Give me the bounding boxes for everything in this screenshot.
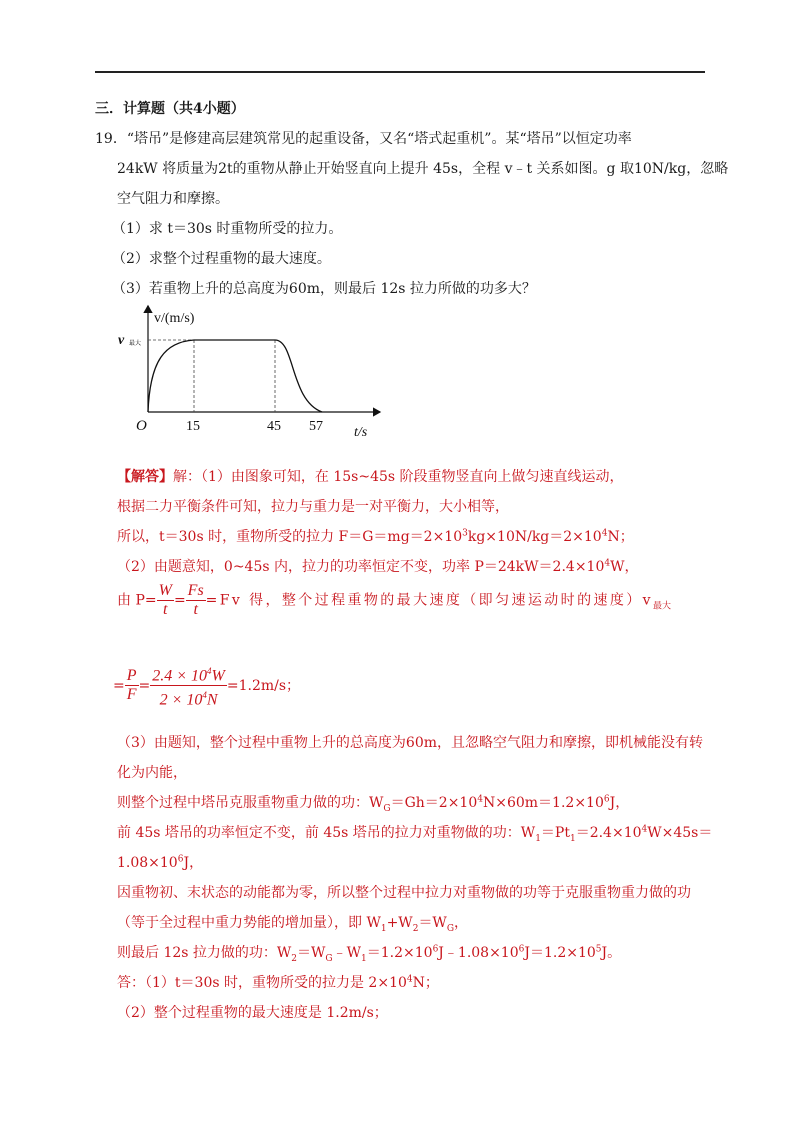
answer-line2: （2）整个过程重物的最大速度是 1.2m/s；	[117, 1005, 388, 1021]
solution-line8: 化为内能，	[117, 765, 187, 781]
solution-line5: 由 P= $\frac{W}{t}$ = $\frac{Fs}{t}$ =Fv 得，整个过程重物的最大速度（即匀速运动时的速度）$v_{最大}$	[117, 582, 671, 618]
solution-line4: （2）由题意知，0~45s 内，拉力的功率恒定不变，功率 $P=24kW=2.4\times 10^4W$，	[117, 558, 639, 575]
fraction-numeric: $\frac{2.4 \times 10^4W}{2 \times 10^4N}$	[150, 662, 227, 710]
fraction-fs-over-t: $\frac{Fs}{t}$	[187, 582, 204, 618]
question-1: （1）求 t＝30s 时重物所受的拉力。	[112, 221, 343, 237]
y-axis-label: v/(m/s)	[154, 311, 195, 326]
problem-stem-line1: 19．“塔吊”是修建高层建筑常见的起重设备，又名“塔式起重机”。某“塔吊”以恒定功率	[95, 131, 632, 147]
x-tick-15: 15	[186, 419, 200, 434]
solution-line6: = $\frac{P}{F}$ = $\frac{2.4 \times 10^4W}{2 \times 10^4N}$ =1.2m/s；	[113, 662, 300, 710]
answer-line1: 答：（1）t＝30s 时，重物所受的拉力是 $2\times 10^4N$；	[117, 974, 439, 991]
fraction-w-over-t: $\frac{W}{t}$	[158, 582, 172, 618]
solution-line1: 【解答】解：（1）由图象可知，在 15s~45s 阶段重物竖直向上做匀速直线运动，	[117, 469, 624, 485]
v-sub: 最大	[129, 341, 142, 347]
solution-line11: $1.08\times 10^6J$，	[117, 854, 204, 871]
problem-stem-line3: 空气阻力和摩擦。	[117, 191, 229, 207]
header-rule	[95, 71, 705, 73]
solution-line9: 则整个过程中塔吊克服重物重力做的功：$W_G=Gh=2\times 10^4N\times 60m=1.2\times 10^6J$，	[117, 794, 630, 814]
solution-line3: 所以，t＝30s 时，重物所受的拉力 $F=G=mg=2\times 10^3kg\times 10N/kg=2\times 10^4N$；	[117, 528, 634, 545]
solution-line14: 则最后 12s 拉力做的功：$W_2=W_G﹣W_1=1.2\times 10^6J﹣1.08\times 10^6J=1.2\times 10^5J$。	[117, 944, 622, 964]
x-tick-45: 45	[267, 419, 281, 434]
v-label: v	[118, 333, 125, 348]
solution-line12: 因重物初、末状态的动能都为零，所以整个过程中拉力对重物做的功等于克服重物重力做的功	[117, 885, 691, 901]
vt-graph	[110, 300, 390, 450]
vt-curve	[148, 340, 322, 412]
x-tick-57: 57	[309, 419, 323, 434]
section-title: 三．计算题（共4小题）	[95, 101, 245, 117]
question-2: （2）求整个过程重物的最大速度。	[112, 251, 331, 267]
solution-line10: 前 45s 塔吊的功率恒定不变，前 45s 塔吊的拉力对重物做的功：$W_1=Pt_1=2.4\times 10^4W\times 45s=$	[117, 824, 713, 844]
solution-line13: （等于全过程中重力势能的增加量），即 $W_1+W_2=W_G$，	[117, 915, 469, 934]
origin-label: O	[136, 418, 147, 434]
solution-line7: （3）由题知，整个过程中重物上升的总高度为60m，且忽略空气阻力和摩擦，即机械能没有转	[117, 735, 703, 751]
fraction-p-over-f: $\frac{P}{F}$	[126, 667, 137, 704]
solution-line2: 根据二力平衡条件可知，拉力与重力是一对平衡力，大小相等，	[117, 499, 509, 515]
problem-stem-line2: 24kW 将质量为2t的重物从静止开始竖直向上提升 45s，全程 v﹣t 关系如图。g 取10N/kg，忽略	[117, 161, 729, 177]
question-3: （3）若重物上升的总高度为60m，则最后 12s 拉力所做的功多大？	[112, 281, 536, 297]
solution-tag: 【解答】	[117, 469, 173, 485]
x-axis-label: t/s	[354, 425, 368, 440]
